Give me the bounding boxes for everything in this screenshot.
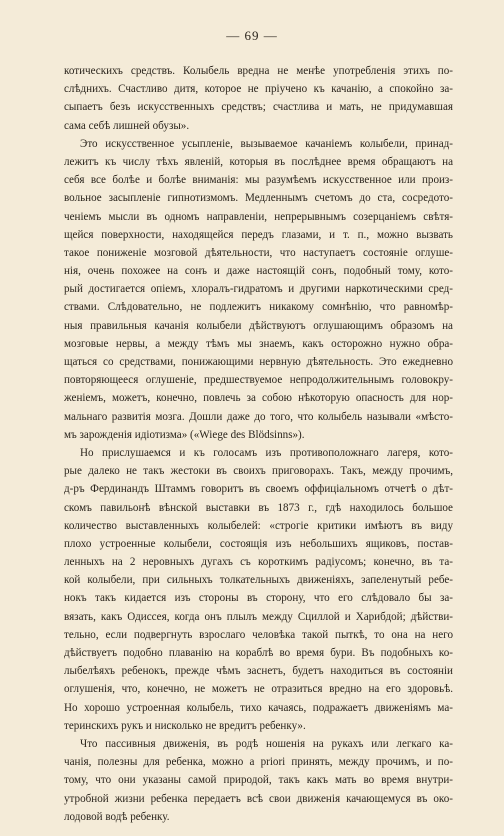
text-line: вязать, какъ Одиссея, когда онъ плылъ между Сциллой и Харибдой; дѣйстви- (64, 610, 453, 623)
text-line: ныя правильныя качанія колыбели дѣйствуютъ оглушающимъ образомъ на (64, 319, 453, 332)
text-line: котическихъ средствъ. Колыбель вредна не менѣе употребленія этихъ по- (64, 65, 453, 77)
text-line: утробной жизни ребенка передаетъ всѣ свои движенія качающемуся въ око- (64, 792, 453, 805)
paragraph-first-line: Это искусственное усыпленіе, вызываемое качаніемъ колыбели, принад- (80, 137, 453, 150)
text-line: скомъ павильонѣ вѣнской выставки въ 1873 г., гдѣ находилось большое (64, 501, 453, 514)
text-line: ленныхъ на 2 неровныхъ дугахъ съ короткимъ радіусомъ; конечно, въ та- (64, 556, 453, 569)
text-line: ствами. Слѣдовательно, не подлежитъ никакому сомнѣнію, что равномѣр- (64, 301, 453, 314)
text-line: лодовой водѣ ребенку. (64, 810, 170, 823)
text-line: количество выставленныхъ колыбелей: «строгіе критики имѣютъ въ виду (64, 519, 453, 532)
paragraph-first-line: Что пассивныя движенія, въ родѣ ношенія на рукахъ или легкаго ка- (80, 737, 453, 750)
text-line: такое пониженіе мозговой дѣятельности, что наступаетъ состояніе оглуше- (64, 246, 453, 259)
text-line: щейся поверхности, находящейся передъ глазами, и т. п., можно вызвать (64, 228, 453, 241)
page-number: — 69 — (226, 28, 278, 43)
text-line: вольное засыпленіе гипнотизмомъ. Медленнымъ счетомъ до ста, сосредото- (64, 192, 453, 205)
text-line: сама себѣ лишней обузы». (64, 119, 190, 132)
text-line: нія, очень похожее на сонъ и даже настоящій сонъ, подобный тому, кото- (64, 265, 453, 278)
text-line: чанія, полезны для ребенка, можно a priori принять, между прочимъ, и по- (64, 756, 453, 769)
text-line: повторяющееся оглушеніе, предшествуемое непродолжительнымъ головокру- (64, 374, 453, 387)
paragraph-first-line: Но прислушаемся и къ голосамъ изъ противоположнаго лагеря, кото- (80, 446, 453, 459)
text-line: рые далеко не такъ жестоки въ своихъ приговорахъ. Такъ, между прочимъ, (64, 465, 453, 478)
text-line: лыбелѣяхъ ребенокъ, прежде чѣмъ заснетъ, будетъ находиться въ состояніи (64, 665, 453, 678)
body-text (64, 62, 453, 826)
text-line: Но хорошо устроенная колыбель, тихо качаясь, подражаетъ движеніямъ ма- (64, 701, 453, 714)
text-line: рый достигается опіемъ, хлоралъ-гидратомъ и другими наркотическими сред- (64, 283, 453, 296)
text-line: нокъ такъ кидается изъ стороны въ сторону, что его слѣдовало бы за- (64, 592, 453, 605)
text-line: тельно, если подвергнуть взрослаго человѣка такой пыткѣ, то она на него (64, 628, 453, 641)
text-line: себя все болѣе и болѣе вниманія: мы разумѣемъ искусственное или произ- (64, 174, 453, 187)
text-line: дѣйствуетъ подобно плаванію на кораблѣ во время бури. Въ подобныхъ ко- (64, 647, 453, 659)
text-line: лежитъ къ числу тѣхъ явленій, которыя въ послѣднее время обращаютъ на (64, 155, 453, 168)
text-line: мъ зарожденія идіотизма» («Wiege des Blödsinns»). (64, 428, 305, 441)
text-line: женіемъ, можетъ, конечно, повлечь за собою нѣкоторую опасность для нор- (64, 392, 453, 405)
text-line: оглушенія, что, конечно, не можетъ не отразиться вредно на его здоровьѣ. (64, 683, 453, 696)
text-line: сыпаетъ безъ искусственныхъ средствъ; счастлива и мать, не придумавшая (64, 101, 453, 114)
text-line: мозговые нервы, а между тѣмъ мы знаемъ, какъ осторожно нужно обра- (64, 337, 453, 350)
text-line: плохо устроенные колыбели, состоящія изъ небольшихъ ящиковъ, постав- (64, 537, 453, 550)
text-line: щаться со средствами, понижающими нервную дѣятельность. Это ежедневно (64, 356, 453, 368)
text-line: теринскихъ рукъ и нисколько не вредитъ ребенку». (64, 719, 306, 732)
text-line: мальнаго развитія мозга. Дошли даже до того, что колыбель называли «мѣсто- (64, 410, 453, 423)
text-line: слѣднихъ. Счастливо дитя, которое не пріучено къ качанію, а спокойно за- (64, 83, 453, 96)
text-line: ченіемъ мысли въ одномъ направленіи, непрерывнымъ созерцаніемъ свѣтя- (64, 210, 453, 223)
text-line: тому, что они указаны самой природой, такъ какъ мать во время внутри- (64, 774, 453, 787)
text-line: кой колыбели, при сильныхъ толкательныхъ движеніяхъ, запеленутый ребе- (64, 574, 453, 587)
text-line: д-ръ Фердинандъ Штаммъ говоритъ въ своемъ оффиціальномъ отчетѣ о дѣт- (64, 483, 453, 496)
